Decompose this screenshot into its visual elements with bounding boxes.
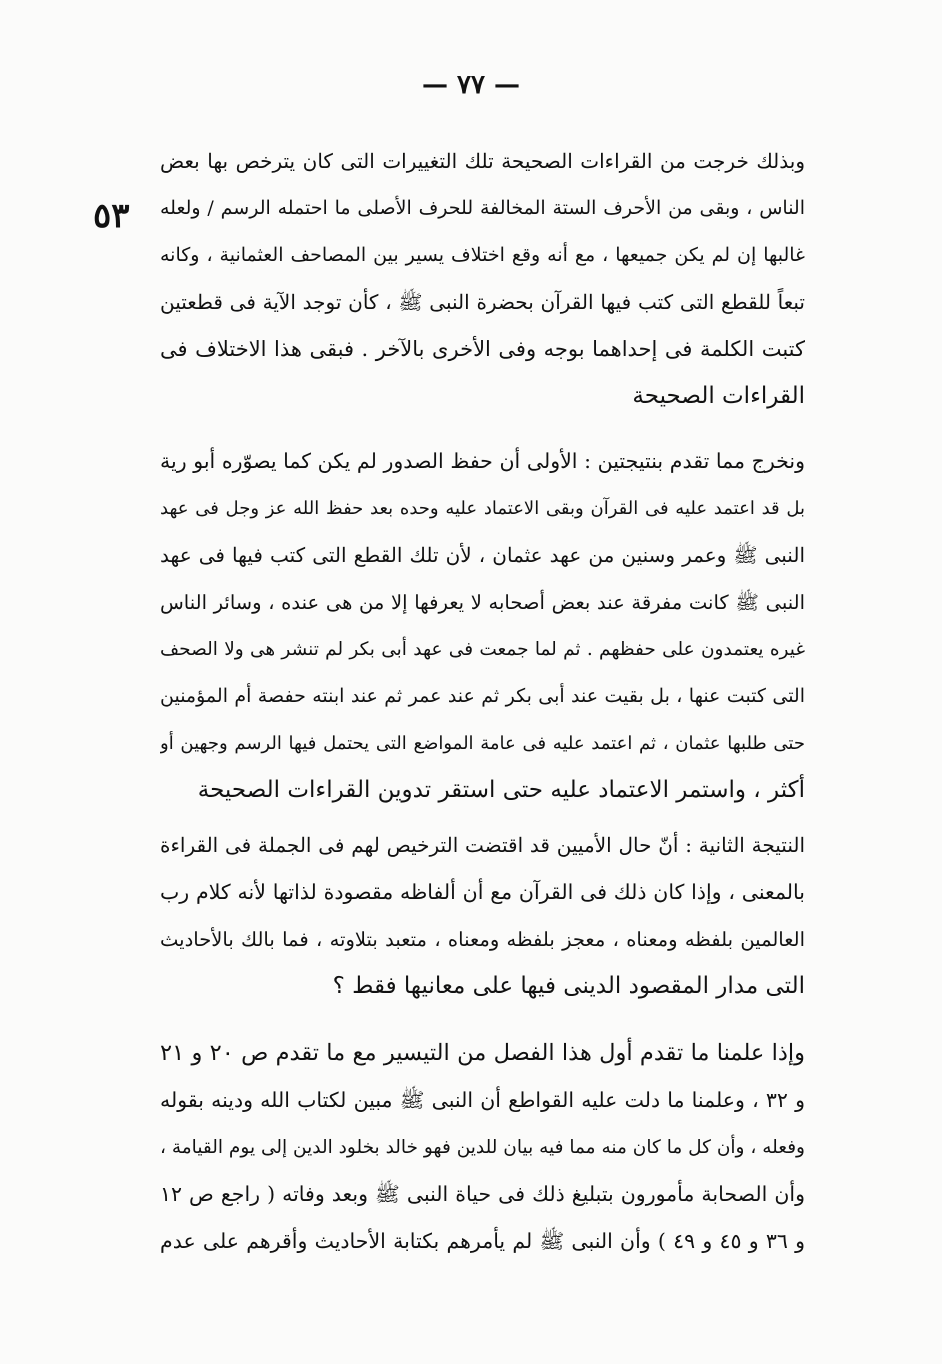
text-line: التى مدار المقصود الدينى فيها على معانيها فقط ؟ xyxy=(332,973,805,999)
text-line: القراءات الصحيحة xyxy=(632,383,805,409)
text-line: حتى طلبها عثمان ، ثم اعتمد عليه فى عامة المواضع التى يحتمل فيها الرسم وجهين أو xyxy=(160,733,805,754)
text-line: وفعله ، وأن كل ما كان منه مما فيه بيان للدين فهو خالد بخلود الدين إلى يوم القيامة ، xyxy=(160,1137,805,1158)
text-line: بل قد اعتمد عليه فى القرآن وبقى الاعتماد عليه وحده بعد حفظ الله عز وجل فى عهد xyxy=(160,498,805,519)
page-number: — ٧٧ — xyxy=(421,70,521,100)
text-line: الناس ، وبقى من الأحرف الستة المخالفة للحرف الأصلى ما احتمله الرسم / ولعله xyxy=(160,197,805,219)
text-line: غالبها إن لم يكن جميعها ، مع أنه وقع اختلاف يسير بين المصاحف العثمانية ، وكانه xyxy=(160,244,805,266)
paragraph-3 xyxy=(160,822,805,1010)
text-line: و ٣٦ و ٤٥ و ٤٩ ) وأن النبى ﷺ لم يأمرهم بكتابة الأحاديث وأقرهم على عدم xyxy=(160,1229,805,1253)
text-line: ونخرج مما تقدم بنتيجتين : الأولى أن حفظ الصدور لم يكن كما يصوّره أبو رية xyxy=(160,449,805,473)
text-line: وإذا علمنا ما تقدم أول هذا الفصل من التيسير مع ما تقدم ص ٢٠ و ٢١ xyxy=(160,1040,805,1066)
text-line: أكثر ، واستمر الاعتماد عليه حتى استقر تدوين القراءات الصحيحة xyxy=(197,777,805,803)
text-line: وأن الصحابة مأمورون بتبليغ ذلك فى حياة النبى ﷺ وبعد وفاته ( راجع ص ١٢ xyxy=(160,1182,805,1206)
text-line: النتيجة الثانية : أنّ حال الأميين قد اقتضت الترخيص لهم فى الجملة فى القراءة xyxy=(160,833,805,857)
text-line: تبعاً للقطع التى كتب فيها القرآن بحضرة النبى ﷺ ، كأن توجد الآية فى قطعتين xyxy=(160,290,805,314)
text-line: غيره يعتمدون على حفظهم . ثم لما جمعت فى عهد أبى بكر لم تنشر هى ولا الصحف xyxy=(160,639,805,660)
margin-page-reference: ٥٣ xyxy=(93,196,130,236)
paragraph-2 xyxy=(160,438,805,814)
paragraph-1 xyxy=(160,138,805,420)
text-line: النبى ﷺ وعمر وسنين من عهد عثمان ، لأن تلك القطع التى كتب فيها فى عهد xyxy=(160,543,805,567)
text-line: التى كتبت عنها ، بل بقيت عند أبى بكر ثم عند عمر ثم عند ابنته حفصة أم المؤمنين xyxy=(160,685,805,707)
text-line: بالمعنى ، وإذا كان ذلك فى القرآن مع أن ألفاظه مقصودة لذاتها لأنه كلام رب xyxy=(160,880,805,904)
text-line: النبى ﷺ كانت مفرقة عند بعض أصحابه لا يعرفها إلا من هى عنده ، وسائر الناس xyxy=(160,591,805,614)
paragraph-4 xyxy=(160,1030,805,1265)
text-line: كتبت الكلمة فى إحداهما بوجه وفى الأخرى بالآخر . فبقى هذا الاختلاف فى xyxy=(160,337,805,361)
text-line: و ٣٢ ، وعلمنا ما دلت عليه القواطع أن النبى ﷺ مبين لكتاب الله ودينه بقوله xyxy=(160,1088,805,1112)
text-line: وبذلك خرجت من القراءات الصحيحة تلك التغييرات التى كان يترخص بها بعض xyxy=(160,149,805,173)
text-line: العالمين بلفظه ومعناه ، معجز بلفظه ومعناه ، متعبد بتلاوته ، فما بالك بالأحاديث xyxy=(160,928,805,951)
